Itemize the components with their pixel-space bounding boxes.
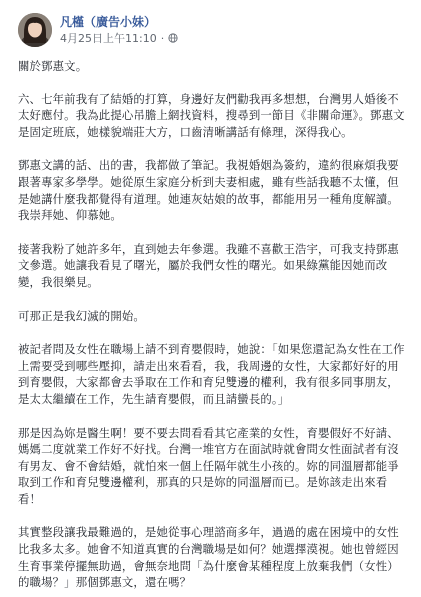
- post-timeline: [60, 32, 178, 45]
- separator-dot: ·: [160, 31, 165, 45]
- post-paragraph: 六、七年前我有了結婚的打算，身邊好友們勸我再多想想，台灣男人婚後不太好應付。我為此提心吊膽上網找資料，搜尋到一節目《非關命運》。鄧惠文是固定班底，她樣貌端莊大方，口齒清晰講話有條理，深得我心。: [18, 91, 405, 139]
- avatar-portrait-icon: [18, 13, 52, 47]
- globe-icon[interactable]: [168, 33, 178, 43]
- post-timestamp[interactable]: 4月25日上午11:10: [60, 31, 157, 45]
- post-paragraph: 可那正是我幻滅的開始。: [18, 308, 145, 323]
- post-header: [0, 8, 421, 52]
- post-paragraph: 關於鄧惠文。: [18, 59, 88, 73]
- post-body: [0, 52, 421, 591]
- post-meta: [60, 15, 178, 45]
- author-avatar[interactable]: [18, 13, 52, 47]
- author-name[interactable]: 凡槿（廣告小妹）: [60, 15, 157, 30]
- post-paragraph: 那是因為妳是醫生啊！要不要去問看看其它產業的女性，育嬰假好不好請、媽媽二度就業工作好不好找。台灣一堆官方在面試時就會問女性面試者有沒有男友、會不會結婚，就怕來一個上任隔年就生小孩的。妳的同溫層都能爭取到工作和育兒雙邊權利，那真的只是妳的同溫層而已。是妳該走出來看看！: [18, 425, 399, 506]
- post-paragraph: 被記者問及女性在職場上請不到育嬰假時，她說：「如果您還記為女性在工作上需要受到哪些壓抑，請走出來看看，我，我周邊的女性，大家都好好的用到育嬰假，大家都會去爭取在工作和育兒雙邊的權利，我有很多同事朋友，是太太繼續在工作，先生請育嬰假，而且請蠻長的。」: [18, 342, 405, 406]
- post-paragraph: 接著我粉了她許多年，直到她去年參選。我雖不喜歡王浩宇，可我支持鄧惠文參選。她讓我看見了曙光，屬於我們女性的曙光。如果綠黨能因她而改變，我很樂見。: [18, 241, 399, 289]
- post-paragraph: 鄧惠文講的話、出的書，我都做了筆記。我視婚姻為簽約，違約很麻煩我要跟著專家多學學。她從原生家庭分析到夫妻相處，雖有些話我聽不太懂，但是她講什麼我都覺得有道理。她連灰姑娘的故事，都能用另一種角度解讀。我崇拜她、仰慕她。: [18, 158, 399, 223]
- post-paragraph: 其實整段讓我最難過的，是她從事心理諮商多年，過過的處在困境中的女性比我多太多。她會不知道真實的台灣職場是如何？她選擇漠視。她也曾經因生育事業停擺無助過，會無奈地問「為什麼會某種程度上放棄我們（女性）的職場？」那個鄧惠文，還在嗎？: [18, 525, 399, 590]
